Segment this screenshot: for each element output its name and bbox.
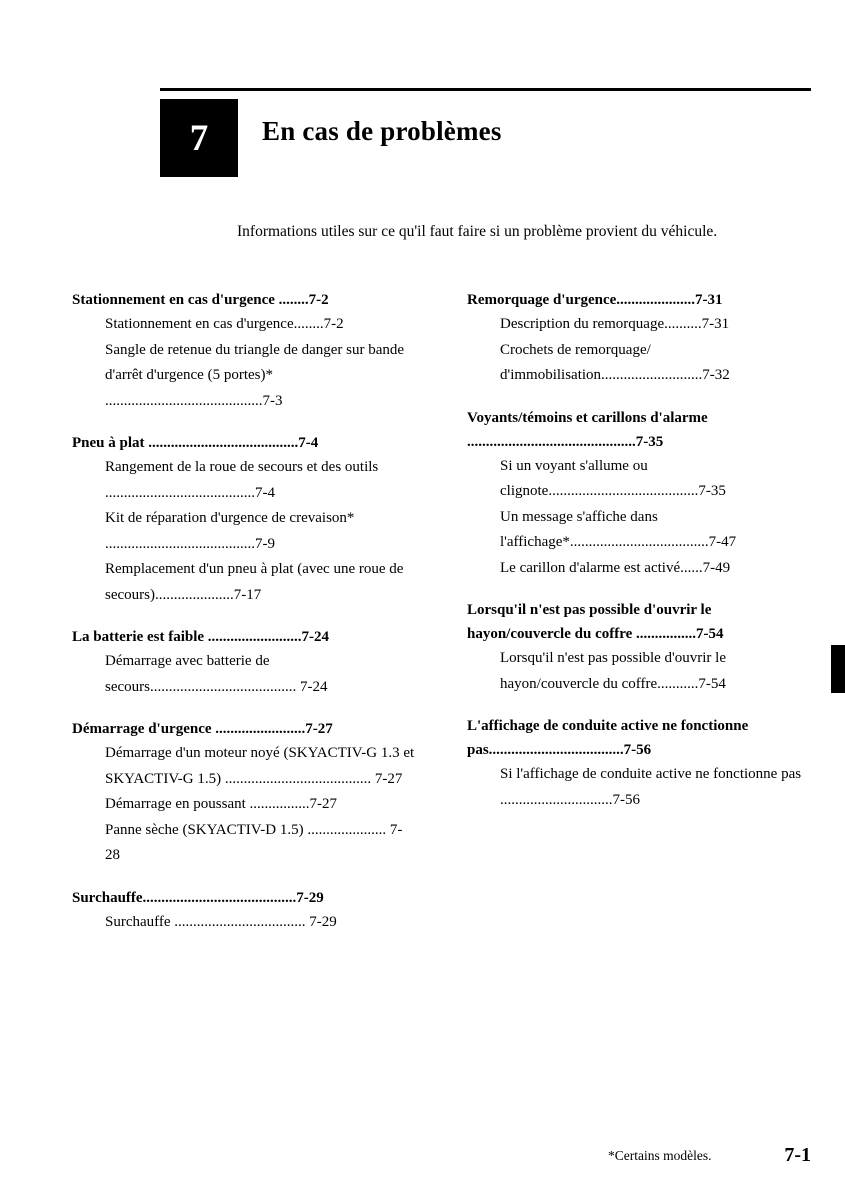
footnote: *Certains modèles. [608, 1148, 712, 1163]
toc-group [467, 288, 812, 389]
toc-columns [72, 288, 812, 1068]
toc-main-entry[interactable]: Voyants/témoins et carillons d'alarme .............................................7-35 [467, 409, 712, 450]
toc-sub-entry[interactable]: Si un voyant s'allume ou clignote........................................7-35 [500, 457, 726, 499]
toc-sub-entry[interactable]: Le carillon d'alarme est activé......7-49 [500, 559, 731, 576]
toc-group [72, 625, 417, 700]
toc-sub-entry[interactable]: Surchauffe ................................... 7-29 [105, 913, 337, 930]
toc-group [72, 288, 417, 414]
toc-sub-entry[interactable]: Démarrage d'un moteur noyé (SKYACTIV-G 1.3 et SKYACTIV-G 1.5) ....................................... 7-27 [105, 745, 418, 787]
toc-main-entry[interactable]: La batterie est faible .........................7-24 [72, 629, 330, 645]
chapter-side-tab [831, 645, 845, 693]
toc-group [72, 886, 417, 936]
toc-sub-entry[interactable]: Lorsqu'il n'est pas possible d'ouvrir le hayon/couvercle du coffre...........7-54 [500, 650, 730, 692]
toc-sub-entry[interactable]: Démarrage avec batterie de secours....................................... 7-24 [105, 653, 328, 695]
toc-column-right [467, 288, 812, 830]
toc-sub-entry[interactable]: Rangement de la roue de secours et des outils ........................................7-4 [105, 459, 383, 501]
toc-group [72, 717, 417, 869]
toc-sub-entry[interactable]: Crochets de remorquage/ d'immobilisation...........................7-32 [500, 341, 730, 383]
toc-sub-entry[interactable]: Description du remorquage..........7-31 [500, 316, 730, 332]
toc-group [467, 598, 812, 697]
toc-group [467, 406, 812, 582]
toc-group [72, 431, 417, 608]
toc-main-entry[interactable]: Stationnement en cas d'urgence ........7-2 [72, 292, 329, 308]
chapter-number-badge: 7 [160, 99, 238, 177]
toc-sub-entry[interactable]: Démarrage en poussant ................7-27 [105, 796, 338, 812]
toc-sub-entry[interactable]: Stationnement en cas d'urgence........7-2 [105, 316, 344, 332]
toc-main-entry[interactable]: Remorquage d'urgence.....................7-31 [467, 292, 723, 308]
intro-paragraph: Informations utiles sur ce qu'il faut faire si un problème provient du véhicule. [237, 223, 718, 240]
toc-sub-entry[interactable]: Remplacement d'un pneu à plat (avec une roue de secours).....................7-17 [105, 561, 408, 603]
toc-sub-entry[interactable]: Panne sèche (SKYACTIV-D 1.5) ..................... 7-28 [105, 821, 403, 863]
toc-column-left [72, 288, 417, 952]
toc-main-entry[interactable]: L'affichage de conduite active ne fonctionne pas....................................7-56 [467, 718, 752, 758]
toc-sub-entry[interactable]: Un message s'affiche dans l'affichage*.....................................7-47 [500, 508, 737, 550]
toc-group [467, 714, 812, 813]
toc-sub-entry[interactable]: Si l'affichage de conduite active ne fonctionne pas ..............................7-56 [500, 766, 805, 808]
toc-main-entry[interactable]: Lorsqu'il n'est pas possible d'ouvrir le hayon/couvercle du coffre ................7-54 [467, 602, 724, 642]
page-number: 7-1 [784, 1144, 811, 1166]
toc-main-entry[interactable]: Démarrage d'urgence ........................7-27 [72, 721, 333, 737]
toc-main-entry[interactable]: Surchauffe.........................................7-29 [72, 889, 324, 906]
toc-main-entry[interactable]: Pneu à plat ........................................7-4 [72, 435, 319, 451]
toc-sub-entry[interactable]: Sangle de retenue du triangle de danger sur bande d'arrêt d'urgence (5 portes)* ..........................................7-3 [105, 341, 408, 409]
page-title: En cas de problèmes [262, 116, 502, 146]
header-rule [160, 88, 811, 91]
toc-sub-entry[interactable]: Kit de réparation d'urgence de crevaison* ........................................7-9 [105, 510, 359, 552]
